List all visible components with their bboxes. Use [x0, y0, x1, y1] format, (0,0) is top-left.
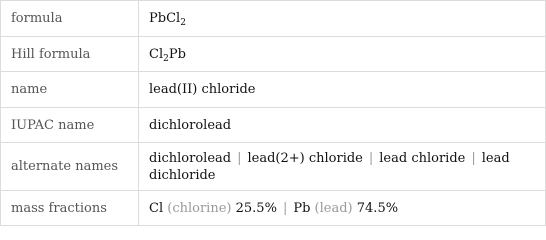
mass-fraction-value: 74.5% — [356, 200, 399, 216]
table-row-iupac-name — [1, 108, 546, 143]
table-row-hill-formula — [1, 37, 546, 72]
table-row-formula — [1, 1, 546, 37]
element-name: (chlorine) — [167, 200, 232, 216]
separator: | — [282, 200, 288, 216]
separator: | — [368, 150, 374, 166]
row-label-hill-formula: Hill formula — [1, 37, 139, 72]
formula-subscript: 2 — [180, 18, 186, 28]
hill-base-1: Cl — [149, 46, 164, 62]
row-label-name: name — [1, 72, 139, 108]
row-label-formula: formula — [1, 1, 139, 37]
table-row-alternate-names — [1, 143, 546, 191]
element-name: (lead) — [314, 200, 353, 216]
alternate-name-item: lead(2+) chloride — [247, 150, 363, 166]
formula-base: PbCl — [149, 11, 181, 26]
mass-fractions-value — [139, 191, 546, 226]
alternate-name-item: dichlorolead — [149, 150, 232, 166]
element-symbol: Cl — [149, 200, 164, 216]
mass-fraction-value: 25.5% — [235, 200, 277, 216]
hill-formula-value — [139, 37, 546, 72]
table-row-mass-fractions — [1, 191, 546, 226]
alternate-names-line-1 — [149, 150, 537, 184]
separator: | — [471, 150, 476, 166]
alternate-name-item: lead chloride — [379, 150, 466, 166]
iupac-name-value: dichlorolead — [139, 108, 546, 143]
row-label-alternate-names: alternate names — [1, 143, 139, 191]
hill-subscript-1: 2 — [163, 53, 169, 64]
name-value: lead(II) chloride — [139, 72, 546, 108]
separator: | — [237, 150, 242, 166]
alternate-names-value — [139, 143, 546, 191]
hill-base-2: Pb — [168, 46, 186, 62]
formula-value — [139, 1, 546, 37]
alternate-name-item: lead dichloride — [149, 150, 510, 183]
row-label-iupac-name: IUPAC name — [1, 108, 139, 143]
table-row-name — [1, 72, 546, 108]
element-symbol: Pb — [293, 200, 311, 216]
row-label-mass-fractions: mass fractions — [1, 191, 139, 226]
